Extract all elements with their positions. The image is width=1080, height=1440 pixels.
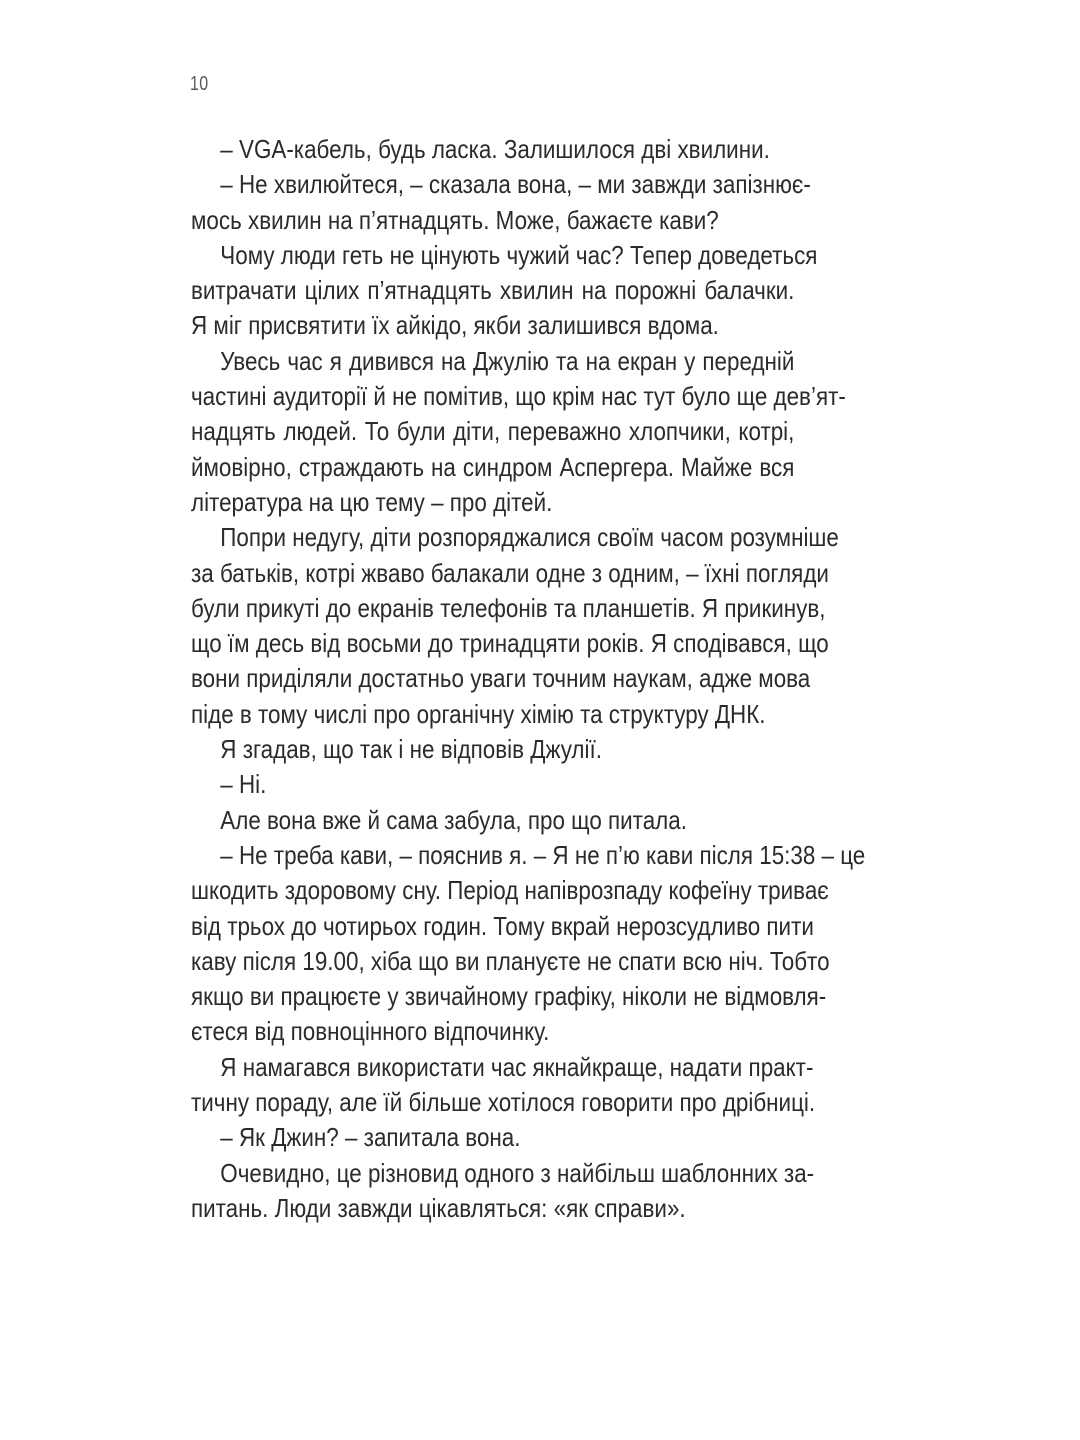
text-line: витрачати цілих п’ятнадцять хвилин на порожні балачки. <box>191 275 795 306</box>
text-line: Очевидно, це різновид одного з найбільш шаблонних за- <box>220 1157 815 1188</box>
text-line: Чому люди геть не цінують чужий час? Тепер доведеться <box>220 239 818 270</box>
text-line: Я згадав, що так і не відповів Джулії. <box>220 734 602 765</box>
text-line: – Ні. <box>220 769 267 800</box>
text-line: каву після 19.00, хіба що ви плануєте не спати всю ніч. Тобто <box>191 945 830 976</box>
text-line: мось хвилин на п’ятнадцять. Може, бажаєте кави? <box>191 204 719 235</box>
text-line: шкодить здоровому сну. Період напіврозпаду кофеїну триває <box>191 875 829 906</box>
text-line: Я міг присвятити їх айкідо, якби залишився вдома. <box>191 310 719 341</box>
text-line: – VGA-кабель, будь ласка. Залишилося дві хвилини. <box>220 134 770 164</box>
text-line: тичну пораду, але їй більше хотілося говорити про дрібниці. <box>191 1087 816 1118</box>
text-line: надцять людей. То були діти, переважно хлопчики, котрі, <box>191 416 795 447</box>
text-line: Я намагався використати час якнайкраще, надати практ- <box>220 1051 814 1082</box>
text-line: єтеся від повноцінного відпочинку. <box>191 1016 550 1047</box>
text-line: за батьків, котрі жваво балакали одне з одним, – їхні погляди <box>191 557 829 588</box>
text-line: – Не треба кави, – пояснив я. – Я не п’ю кави після 15:38 – це <box>220 839 866 870</box>
text-line: вони приділяли достатньо уваги точним наукам, адже мова <box>191 663 811 694</box>
text-line: якщо ви працюєте у звичайному графіку, ніколи не відмовля- <box>191 981 827 1012</box>
text-line: – Як Джин? – запитала вона. <box>220 1122 521 1153</box>
text-line: Але вона вже й сама забула, про що питала. <box>220 804 687 835</box>
text-line: піде в тому числі про органічну хімію та структуру ДНК. <box>191 698 766 729</box>
text-line: частині аудиторії й не помітив, що крім нас тут було ще дев’ят- <box>191 381 846 412</box>
text-line: ймовірно, страждають на синдром Аспергера. Майже вся <box>191 451 795 482</box>
text-line: питань. Люди завжди цікавляться: «як справи». <box>191 1192 686 1223</box>
text-line: – Не хвилюйтеся, – сказала вона, – ми завжди запізнює- <box>220 169 811 200</box>
text-line: Увесь час я дивився на Джулію та на екран у передній <box>220 345 795 376</box>
text-line: від трьох до чотирьох годин. Тому вкрай нерозсудливо пити <box>191 910 814 941</box>
page-number: 10 <box>190 73 209 95</box>
text-line: були прикуті до екранів телефонів та планшетів. Я прикинув, <box>191 592 826 623</box>
text-line: Попри недугу, діти розпоряджалися своїм часом розумніше <box>220 522 839 553</box>
page-text <box>191 132 866 1226</box>
text-line: що їм десь від восьми до тринадцяти років. Я сподівався, що <box>191 628 829 659</box>
text-line: література на цю тему – про дітей. <box>191 486 553 517</box>
